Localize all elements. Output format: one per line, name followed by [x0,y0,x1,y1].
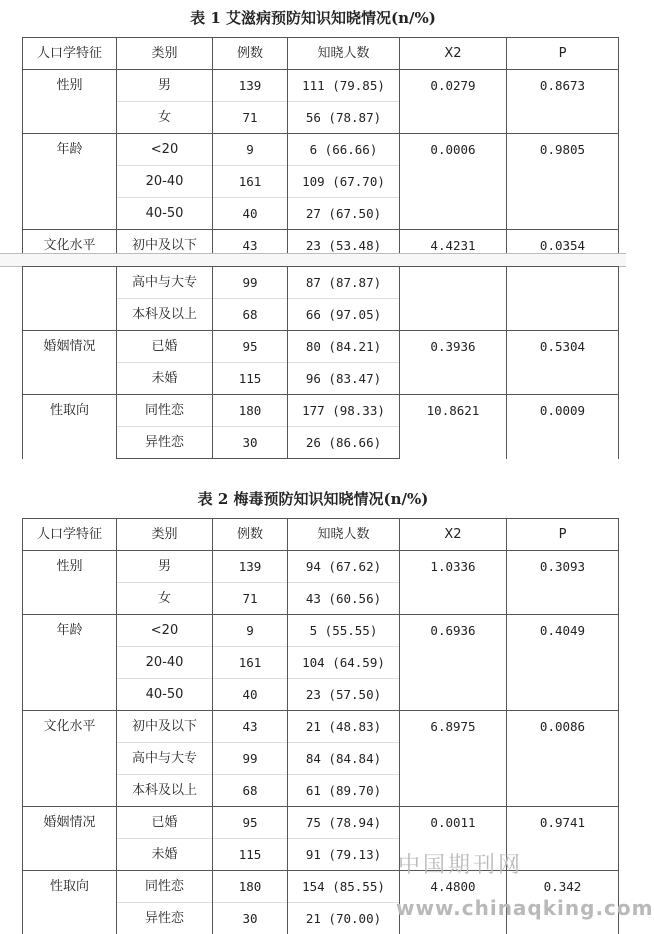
aware-cell: 104 (64.59) [288,647,400,679]
count-cell: 9 [213,134,288,166]
category-cell: 初中及以下 [117,230,213,262]
category-cell: 已婚 [117,331,213,363]
category-cell: 已婚 [117,807,213,839]
aware-cell: 5 (55.55) [288,615,400,647]
group-label: 文化水平 [23,711,117,807]
chi2-cell: 6.8975 [400,711,507,807]
table-row [23,615,619,647]
table1-part2 [22,266,619,459]
p-cell: 0.0354 [507,230,619,262]
group-label [23,267,117,331]
group-label: 性别 [23,70,117,134]
table-row [23,807,619,839]
header-cell: X2 [400,519,507,551]
header-cell: 例数 [213,38,288,70]
header-cell: P [507,38,619,70]
p-cell: 0.5304 [507,331,619,395]
count-cell: 30 [213,427,288,459]
count-cell: 71 [213,583,288,615]
aware-cell: 56 (78.87) [288,102,400,134]
chi2-cell: 0.3936 [400,331,507,395]
table2-title: 表 2 梅毒预防知识知晓情况(n/%) [0,489,626,509]
category-cell: 40-50 [117,679,213,711]
count-cell: 115 [213,363,288,395]
header-cell: 人口学特征 [23,38,117,70]
count-cell: 9 [213,615,288,647]
p-cell: 0.3093 [507,551,619,615]
category-cell: 初中及以下 [117,711,213,743]
category-cell: 同性恋 [117,395,213,427]
category-cell: 高中与大专 [117,267,213,299]
category-cell: <20 [117,615,213,647]
chi2-cell: 0.0279 [400,70,507,134]
category-cell: 20-40 [117,647,213,679]
category-cell: 男 [117,70,213,102]
chi2-cell [400,267,507,331]
chi2-cell: 0.0011 [400,807,507,871]
count-cell: 95 [213,807,288,839]
header-cell: P [507,519,619,551]
header-cell: 知晓人数 [288,38,400,70]
group-label: 年龄 [23,615,117,711]
category-cell: 未婚 [117,363,213,395]
chi2-cell: 4.4800 [400,871,507,934]
p-cell: 0.9805 [507,134,619,230]
count-cell: 139 [213,551,288,583]
table-row [23,267,619,299]
watermark-logo-text: 中国期刊网 [398,848,523,879]
aware-cell: 27 (67.50) [288,198,400,230]
table-row [23,331,619,363]
category-cell: 40-50 [117,198,213,230]
category-cell: 异性恋 [117,903,213,934]
category-cell: <20 [117,134,213,166]
aware-cell: 75 (78.94) [288,807,400,839]
count-cell: 30 [213,903,288,934]
category-cell: 20-40 [117,166,213,198]
category-cell: 本科及以上 [117,775,213,807]
chi2-cell: 10.8621 [400,395,507,459]
header-cell: 类别 [117,519,213,551]
table-row [23,551,619,583]
aware-cell: 87 (87.87) [288,267,400,299]
p-cell: 0.0086 [507,711,619,807]
group-label: 性别 [23,551,117,615]
aware-cell: 6 (66.66) [288,134,400,166]
aware-cell: 23 (57.50) [288,679,400,711]
count-cell: 139 [213,70,288,102]
count-cell: 68 [213,775,288,807]
p-cell: 0.9741 [507,807,619,871]
page-break [0,253,626,267]
category-cell: 同性恋 [117,871,213,903]
table-row [23,711,619,743]
aware-cell: 23 (53.48) [288,230,400,262]
aware-cell: 109 (67.70) [288,166,400,198]
table-row [23,395,619,427]
category-cell: 女 [117,102,213,134]
table-row [23,134,619,166]
group-label: 性取向 [23,871,117,934]
count-cell: 40 [213,198,288,230]
header-cell: 例数 [213,519,288,551]
category-cell: 男 [117,551,213,583]
header-cell: X2 [400,38,507,70]
group-label: 婚姻情况 [23,807,117,871]
count-cell: 43 [213,711,288,743]
table2-header-row [23,519,619,551]
category-cell: 高中与大专 [117,743,213,775]
aware-cell: 91 (79.13) [288,839,400,871]
header-cell: 人口学特征 [23,519,117,551]
p-cell: 0.4049 [507,615,619,711]
table-row [23,70,619,102]
count-cell: 99 [213,743,288,775]
group-label: 婚姻情况 [23,331,117,395]
table1-part1 [22,37,619,262]
aware-cell: 84 (84.84) [288,743,400,775]
aware-cell: 21 (70.00) [288,903,400,934]
aware-cell: 26 (86.66) [288,427,400,459]
count-cell: 180 [213,871,288,903]
aware-cell: 177 (98.33) [288,395,400,427]
count-cell: 99 [213,267,288,299]
group-label: 文化水平 [23,230,117,262]
header-cell: 类别 [117,38,213,70]
aware-cell: 61 (89.70) [288,775,400,807]
aware-cell: 154 (85.55) [288,871,400,903]
count-cell: 40 [213,679,288,711]
group-label: 性取向 [23,395,117,459]
p-cell: 0.0009 [507,395,619,459]
category-cell: 异性恋 [117,427,213,459]
p-cell: 0.8673 [507,70,619,134]
table1-header-row [23,38,619,70]
chi2-cell: 1.0336 [400,551,507,615]
count-cell: 68 [213,299,288,331]
count-cell: 71 [213,102,288,134]
watermark-url: www.chinaqking.com [396,896,654,920]
chi2-cell: 0.6936 [400,615,507,711]
category-cell: 未婚 [117,839,213,871]
table1-title: 表 1 艾滋病预防知识知晓情况(n/%) [0,8,626,28]
count-cell: 161 [213,166,288,198]
count-cell: 43 [213,230,288,262]
aware-cell: 111 (79.85) [288,70,400,102]
aware-cell: 96 (83.47) [288,363,400,395]
category-cell: 女 [117,583,213,615]
aware-cell: 66 (97.05) [288,299,400,331]
table2 [22,518,619,934]
header-cell: 知晓人数 [288,519,400,551]
group-label: 年龄 [23,134,117,230]
chi2-cell: 4.4231 [400,230,507,262]
p-cell: 0.342 [507,871,619,934]
count-cell: 115 [213,839,288,871]
aware-cell: 43 (60.56) [288,583,400,615]
aware-cell: 80 (84.21) [288,331,400,363]
count-cell: 161 [213,647,288,679]
category-cell: 本科及以上 [117,299,213,331]
p-cell [507,267,619,331]
aware-cell: 21 (48.83) [288,711,400,743]
count-cell: 95 [213,331,288,363]
aware-cell: 94 (67.62) [288,551,400,583]
count-cell: 180 [213,395,288,427]
chi2-cell: 0.0006 [400,134,507,230]
